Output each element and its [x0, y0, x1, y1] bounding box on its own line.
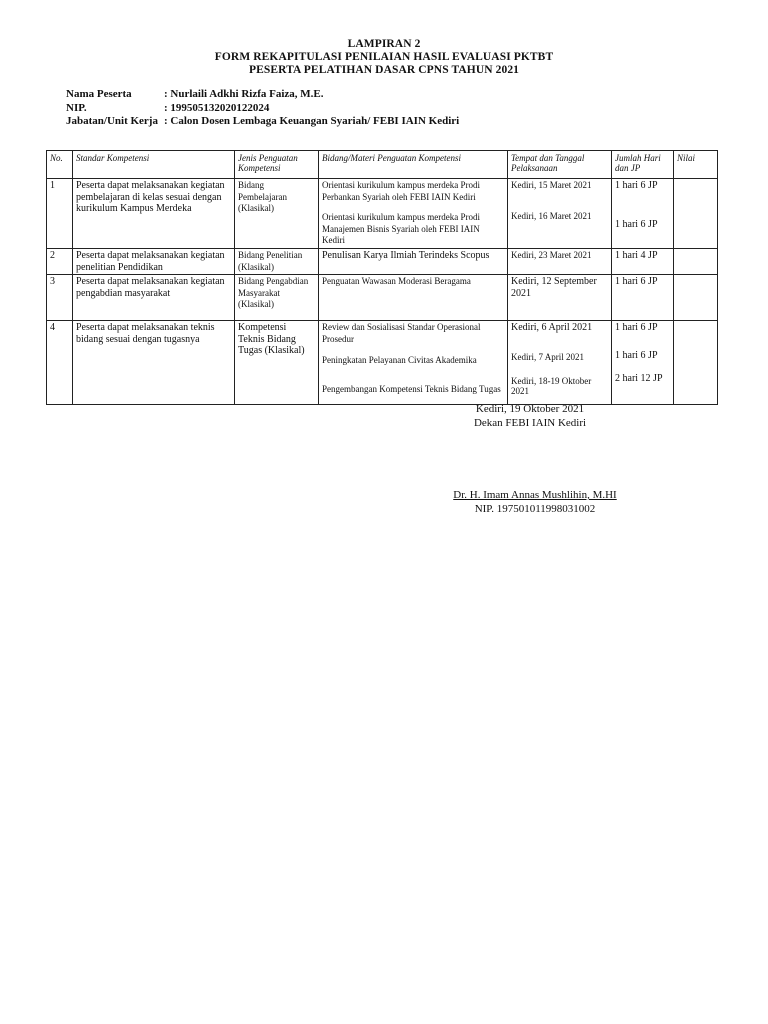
table-row: [47, 249, 718, 275]
table-row: [47, 321, 718, 405]
signature-place-date: Kediri, 19 Oktober 2021: [475, 403, 585, 415]
document-title: [0, 38, 768, 77]
cell-nilai: [674, 179, 718, 249]
bidang-item: Peningkatan Pelayanan Civitas Akademika: [322, 355, 477, 365]
recap-table: [46, 150, 718, 405]
cell-jenis: Bidang Penelitian (Klasikal): [235, 249, 319, 275]
cell-jumlah: [612, 321, 674, 405]
jumlah-item: 1 hari 4 JP: [615, 250, 658, 261]
header-jumlah: Jumlah Hari dan JP: [612, 151, 674, 179]
cell-jumlah: [612, 249, 674, 275]
cell-tempat: [508, 179, 612, 249]
cell-tempat: [508, 321, 612, 405]
cell-tempat: [508, 249, 612, 275]
tempat-item: Kediri, 18-19 Oktober 2021: [511, 375, 592, 396]
participant-position-row: [66, 115, 459, 129]
participant-name-value: : Nurlaili Adkhi Rizfa Faiza, M.E.: [164, 88, 324, 100]
cell-standar: Peserta dapat melaksanakan kegiatan pembelajaran di kelas sesuai dengan kurikulum Kampus Merdeka: [73, 179, 235, 249]
tempat-item: Kediri, 7 April 2021: [511, 351, 584, 362]
cell-bidang: [319, 249, 508, 275]
participant-name-row: [66, 88, 459, 102]
header-standar: Standar Kompetensi: [73, 151, 235, 179]
bidang-item: Penulisan Karya Ilmiah Terindeks Scopus: [322, 250, 490, 261]
bidang-item: Penguatan Wawasan Moderasi Beragama: [322, 276, 471, 286]
table-row: [47, 275, 718, 321]
jumlah-item: 1 hari 6 JP: [615, 218, 658, 230]
cell-standar: Peserta dapat melaksanakan kegiatan pengabdian masyarakat: [73, 275, 235, 321]
bidang-item: Orientasi kurikulum kampus merdeka Prodi Manajemen Bisnis Syariah oleh FEBI IAIN Kediri: [322, 212, 480, 245]
header-no: No.: [47, 151, 73, 179]
cell-nilai: [674, 275, 718, 321]
jumlah-item: 1 hari 6 JP: [615, 180, 658, 191]
cell-nilai: [674, 321, 718, 405]
cell-jenis: Bidang Pembelajaran (Klasikal): [235, 179, 319, 249]
title-line-3: PESERTA PELATIHAN DASAR CPNS TAHUN 2021: [248, 64, 520, 76]
bidang-item: Pengembangan Kompetensi Teknis Bidang Tugas: [322, 383, 501, 394]
signature-name: Dr. H. Imam Annas Mushlihin, M.HI: [453, 489, 617, 501]
cell-standar: Peserta dapat melaksanakan teknis bidang sesuai dengan tugasnya: [73, 321, 235, 405]
cell-tempat: [508, 275, 612, 321]
jumlah-item: 1 hari 6 JP: [615, 276, 658, 287]
title-line-1: LAMPIRAN 2: [347, 38, 421, 50]
header-bidang: Bidang/Materi Penguatan Kompetensi: [319, 151, 508, 179]
participant-position-label: Jabatan/Unit Kerja: [66, 115, 158, 127]
cell-bidang: [319, 179, 508, 249]
title-line-2: FORM REKAPITULASI PENILAIAN HASIL EVALUASI PKTBT: [214, 51, 554, 63]
signature-nip: NIP. 197501011998031002: [474, 503, 596, 515]
tempat-item: Kediri, 15 Maret 2021: [511, 180, 592, 190]
signature-block: [430, 403, 630, 430]
tempat-item: Kediri, 23 Maret 2021: [511, 250, 592, 260]
cell-no: 3: [47, 275, 73, 321]
jumlah-item: 1 hari 6 JP: [615, 349, 658, 361]
cell-bidang: [319, 275, 508, 321]
cell-nilai: [674, 249, 718, 275]
bidang-item: Review dan Sosialisasi Standar Operasional Prosedur: [322, 322, 481, 344]
participant-nip-label: NIP.: [66, 101, 87, 114]
cell-no: 1: [47, 179, 73, 249]
cell-no: 2: [47, 249, 73, 275]
tempat-item: Kediri, 12 September 2021: [511, 276, 597, 299]
participant-name-label: Nama Peserta: [66, 88, 132, 100]
jumlah-item: 1 hari 6 JP: [615, 322, 658, 333]
cell-standar: Peserta dapat melaksanakan kegiatan penelitian Pendidikan: [73, 249, 235, 275]
signature-role: Dekan FEBI IAIN Kediri: [473, 416, 587, 429]
header-jenis: Jenis Penguatan Kompetensi: [235, 151, 319, 179]
header-nilai: Nilai: [674, 151, 718, 179]
cell-no: 4: [47, 321, 73, 405]
participant-nip-value: : 199505132020122024: [164, 101, 270, 114]
table-row: [47, 179, 718, 249]
cell-bidang: [319, 321, 508, 405]
table-header-row: [47, 151, 718, 179]
participant-position-value: : Calon Dosen Lembaga Keuangan Syariah/ FEBI IAIN Kediri: [164, 115, 460, 127]
cell-jumlah: [612, 275, 674, 321]
header-tempat: Tempat dan Tanggal Pelaksanaan: [508, 151, 612, 179]
cell-jenis: Kompetensi Teknis Bidang Tugas (Klasikal): [235, 321, 319, 405]
tempat-item: Kediri, 6 April 2021: [511, 322, 593, 333]
bidang-item: Orientasi kurikulum kampus merdeka Prodi Perbankan Syariah oleh FEBI IAIN Kediri: [322, 180, 480, 202]
cell-jumlah: [612, 179, 674, 249]
participant-info: [66, 88, 459, 129]
jumlah-item: 2 hari 12 JP: [615, 373, 663, 384]
tempat-item: Kediri, 16 Maret 2021: [511, 210, 592, 221]
cell-jenis: Bidang Pengabdian Masyarakat (Klasikal): [235, 275, 319, 321]
participant-nip-row: [66, 102, 459, 116]
